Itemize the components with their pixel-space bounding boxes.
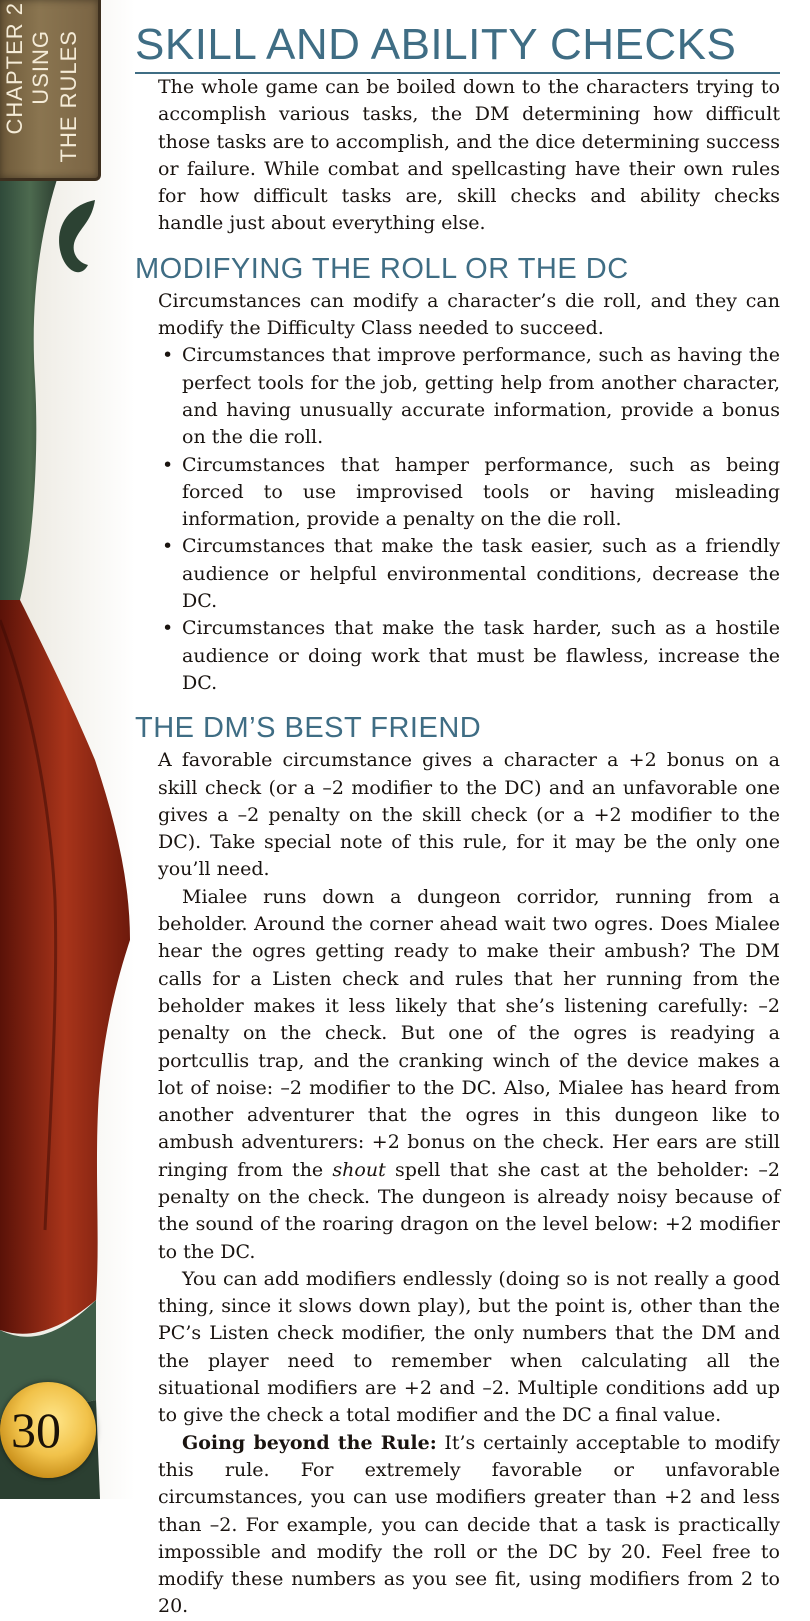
- list-item: • Circumstances that make the task harder, such as a hostile audience or doing work that must be flawless, increase the DC.: [182, 615, 780, 697]
- best-friend-block: [135, 747, 780, 1621]
- modifying-bullet-list: [158, 342, 780, 697]
- chapter-tab: [0, 0, 101, 181]
- paragraph: A favorable circumstance gives a character a +2 bonus on a skill check (or a –2 modifier to the DC) and an unfavorable one gives a –2 penalty on the skill check (or a +2 modifier to the DC). Take special note of this rule, for it may be the only one you’ll need.: [158, 749, 780, 881]
- list-item: • Circumstances that improve performance, such as having the perfect tools for the job, getting help from another character, and having unusually accurate information, provide a bonus on the die roll.: [182, 342, 780, 451]
- text-run: Mialee runs down a dungeon corridor, running from a beholder. Around the corner ahead wait two ogres. Does Mialee hear the ogres getting ready to make their ambush? The DM calls for a Listen check and rules that her running from the beholder makes it less likely that she’s listening carefully: –2 penalty on the check. But one of the ogres is readying a portcullis trap, and the cranking winch of the device makes a lot of noise: –2 modifier to the DC. Also, Mialee has heard from another adventurer that the ogres in this dungeon like to ambush adventurers: +2 bonus on the check. Her ears are still ringing from the: [158, 885, 780, 1181]
- page-content: [135, 20, 780, 1621]
- list-item: • Circumstances that hamper performance, such as being forced to use improvised tools or having misleading information, provide a penalty on the die roll.: [182, 452, 780, 534]
- section-intro: The whole game can be boiled down to the characters trying to accomplish various tasks, the DM determining how difficult those tasks are to accomplish, and the dice determining success or failure. While combat and spellcasting have their own rules for how difficult tasks are, skill checks and ability checks handle just about everything else.: [158, 76, 780, 235]
- heading-best-friend: THE DM’S BEST FRIEND: [135, 712, 482, 745]
- list-item: • Circumstances that make the task easier, such as a friendly audience or helpful environmental conditions, decrease the DC.: [182, 533, 780, 615]
- run-in-heading: Going beyond the Rule:: [182, 1431, 437, 1454]
- heading-modifying: MODIFYING THE ROLL OR THE DC: [135, 252, 629, 285]
- paragraph-going-beyond: [158, 1430, 780, 1621]
- modifying-intro: Circumstances can modify a character’s die roll, and they can modify the Difficulty Class needed to succeed.: [158, 289, 780, 340]
- section-title: SKILL AND ABILITY CHECKS: [135, 20, 780, 74]
- page-number: 30: [11, 1402, 61, 1458]
- chapter-tab-line2: USING: [28, 30, 53, 105]
- paragraph-example: [158, 884, 780, 1266]
- section-intro-block: [135, 74, 780, 238]
- paragraph: You can add modifiers endlessly (doing so is not really a good thing, since it slows down play), but the point is, other than the PC’s Listen check modifier, the only numbers that the DM and the player need to remember when calculating all the situational modifiers are +2 and –2. Multiple conditions add up to give the check a total modifier and the DC a final value.: [158, 1267, 780, 1427]
- spell-name: shout: [332, 1158, 386, 1181]
- modifying-block: [135, 288, 780, 697]
- chapter-tab-line3: THE RULES: [56, 30, 81, 163]
- page-number-medallion: [0, 1382, 96, 1478]
- chapter-tab-line1: CHAPTER 2: [2, 2, 27, 135]
- decorative-border: [0, 0, 135, 1499]
- text-run: spell that she cast at the beholder: –2 penalty on the check. The dungeon is already noisy because of the sound of the roaring dragon on the level below: +2 modifier to the DC.: [158, 1158, 781, 1263]
- text-run: It’s certainly acceptable to modify this rule. For extremely favorable or unfavorable circumstances, you can use modifiers greater than +2 and less than –2. For example, you can decide that a task is practically impossible and modify the roll or the DC by 20. Feel free to modify these numbers as you see fit, using modifiers from 2 to 20.: [158, 1431, 780, 1618]
